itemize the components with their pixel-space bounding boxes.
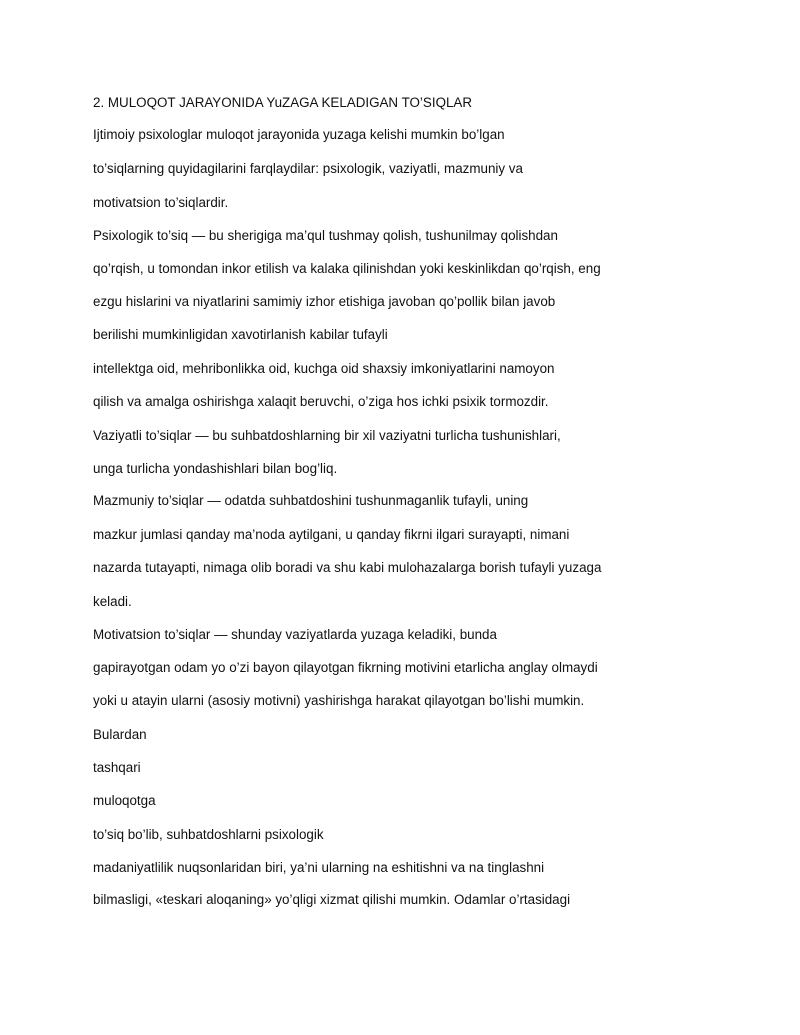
paragraph-line: to’siq bo’lib, suhbatdoshlarni psixologik bbox=[93, 827, 324, 842]
paragraph-line: mazkur jumlasi qanday ma’noda aytilgani, u qanday fikrni ilgari surayapti, nimani bbox=[93, 527, 570, 542]
paragraph-line: keladi. bbox=[93, 594, 132, 609]
paragraph-line: berilishi mumkinligidan xavotirlanish kabilar tufayli bbox=[93, 327, 388, 342]
paragraph-line: to’siqlarning quyidagilarini farqlaydilar: psixologik, vaziyatli, mazmuniy va bbox=[93, 161, 523, 176]
paragraph-line: Ijtimoiy psixologlar muloqot jarayonida yuzaga kelishi mumkin bo’lgan bbox=[93, 127, 505, 142]
paragraph-line: Bulardan bbox=[93, 727, 147, 742]
paragraph-line: ezgu hislarini va niyatlarini samimiy izhor etishiga javoban qo’pollik bilan javob bbox=[93, 294, 556, 309]
paragraph-line: Vaziyatli to’siqlar — bu suhbatdoshlarning bir xil vaziyatni turlicha tushunishlari, bbox=[93, 428, 561, 443]
paragraph-line: yoki u atayin ularni (asosiy motivni) yashirishga harakat qilayotgan bo’lishi mumkin. bbox=[93, 693, 585, 708]
paragraph-line: intellektga oid, mehribonlikka oid, kuchga oid shaxsiy imkoniyatlarini namoyon bbox=[93, 361, 555, 376]
paragraph-line: bilmasligi, «teskari aloqaning» yo’qligi xizmat qilishi mumkin. Odamlar o’rtasidagi bbox=[93, 892, 571, 907]
paragraph-line: motivatsion to’siqlardir. bbox=[93, 195, 229, 210]
paragraph-line: tashqari bbox=[93, 760, 141, 775]
section-heading: 2. MULOQOT JARAYONIDA YuZAGA KELADIGAN TO’SIQLAR bbox=[93, 95, 473, 110]
paragraph-line: nazarda tutayapti, nimaga olib boradi va shu kabi mulohazalarga borish tufayli yuzaga bbox=[93, 560, 602, 575]
paragraph-line: gapirayotgan odam yo o’zi bayon qilayotgan fikrning motivini etarlicha anglay olmaydi bbox=[93, 660, 598, 675]
paragraph-line: qilish va amalga oshirishga xalaqit beruvchi, o’ziga hos ichki psixik tormozdir. bbox=[93, 394, 549, 409]
paragraph-line: Mazmuniy to’siqlar — odatda suhbatdoshini tushunmaganlik tufayli, uning bbox=[93, 493, 529, 508]
paragraph-line: Psixologik to’siq — bu sherigiga ma’qul tushmay qolish, tushunilmay qolishdan bbox=[93, 228, 558, 243]
paragraph-line: unga turlicha yondashishlari bilan bog’liq. bbox=[93, 461, 338, 476]
paragraph-line: Motivatsion to’siqlar — shunday vaziyatlarda yuzaga keladiki, bunda bbox=[93, 627, 497, 642]
paragraph-line: madaniyatlilik nuqsonlaridan biri, ya’ni ularning na eshitishni va na tinglashni bbox=[93, 860, 545, 875]
paragraph-line: muloqotga bbox=[93, 793, 156, 808]
paragraph-line: qo’rqish, u tomondan inkor etilish va kalaka qilinishdan yoki keskinlikdan qo’rqish, eng bbox=[93, 261, 601, 276]
